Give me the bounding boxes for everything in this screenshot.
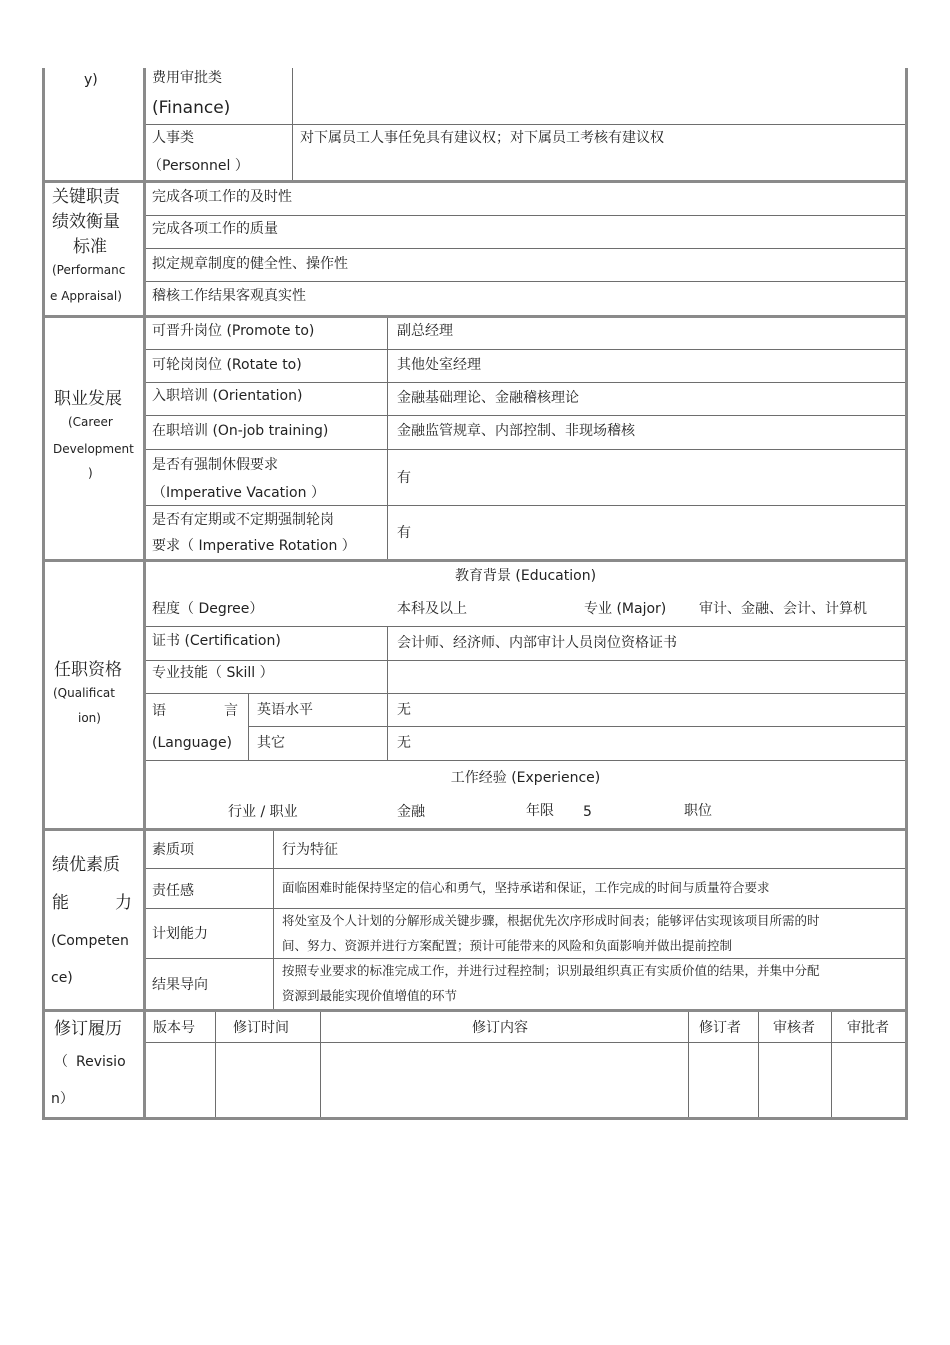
label-column-divider	[143, 68, 146, 1120]
competence-row-2-line1: 将处室及个人计划的分解形成关键步骤，根据优先次序形成时间表；能够评估实现该项目所需的时	[282, 913, 820, 928]
onjob-value: 金融监管规章、内部控制、非现场稽核	[397, 423, 635, 439]
vacation-value: 有	[397, 470, 411, 486]
outer-border-left	[42, 68, 45, 1120]
competence-row-3-line1: 按照专业要求的标准完成工作，并进行过程控制；识别最组织真正有实质价值的结果，并集中分配	[282, 963, 820, 978]
english-label: 英语水平	[257, 702, 313, 718]
career-row-line-2	[146, 382, 905, 383]
competence-row-3-line2: 资源到最能实现价值增值的环节	[282, 988, 458, 1003]
rotation-label-2: 要求（ Imperative Rotation ）	[152, 538, 356, 554]
rotate-value: 其他处室经理	[397, 357, 481, 373]
qual-row-line-2	[146, 660, 905, 661]
rotate-label: 可轮岗岗位 (Rotate to)	[152, 357, 302, 373]
revision-header-reviewer: 审核者	[773, 1020, 815, 1036]
competence-row-line-1	[146, 868, 905, 869]
section-divider-qualification	[42, 559, 908, 562]
revision-header-version: 版本号	[153, 1020, 195, 1036]
revision-header-approver: 审批者	[847, 1020, 889, 1036]
kpi-item-4: 稽核工作结果客观真实性	[152, 288, 306, 304]
finance-label-en: (Finance)	[152, 98, 231, 118]
language-label-2: (Language)	[152, 735, 233, 751]
competence-label-en2: ce)	[51, 970, 73, 986]
qualification-label-en1: (Qualificat	[53, 686, 115, 700]
competence-label-en1: (Competen	[51, 933, 129, 949]
language-label-1a: 语	[152, 703, 166, 719]
position-label: 职位	[684, 803, 712, 819]
qualification-label-cn: 任职资格	[54, 660, 122, 680]
revision-label-en1a: （	[54, 1054, 68, 1070]
qual-row-line-5	[146, 760, 905, 761]
kpi-label-line1: 关键职责	[52, 187, 120, 207]
industry-value: 金融	[397, 804, 425, 820]
orientation-label: 入职培训 (Orientation)	[152, 388, 303, 404]
kpi-label-line3: 标准	[73, 237, 107, 257]
career-row-line-5	[146, 505, 905, 506]
promote-label: 可晋升岗位 (Promote to)	[152, 323, 315, 339]
competence-row-1-line1: 面临困难时能保持坚定的信心和勇气，坚持承诺和保证，工作完成的时间与质量符合要求	[282, 880, 770, 895]
outer-border-right	[905, 68, 908, 1120]
career-row-line-1	[146, 349, 905, 350]
vacation-label-2: （Imperative Vacation ）	[152, 485, 325, 501]
revision-col-divider-1	[215, 1012, 216, 1117]
major-value: 审计、金融、会计、计算机	[699, 601, 867, 617]
outer-border-bottom	[42, 1117, 908, 1120]
years-value: 5	[583, 804, 592, 820]
cert-label: 证书 (Certification)	[152, 633, 281, 649]
revision-header-content: 修订内容	[472, 1020, 528, 1036]
competence-row-line-2	[146, 908, 905, 909]
qual-row-line-3	[146, 693, 905, 694]
orientation-value: 金融基础理论、金融稽核理论	[397, 390, 579, 406]
section-divider-kpi	[42, 180, 908, 183]
years-label: 年限	[526, 803, 554, 819]
competence-row-2-item: 计划能力	[152, 926, 208, 942]
kpi-item-3: 拟定规章制度的健全性、操作性	[152, 256, 348, 272]
language-label-1b: 言	[224, 703, 238, 719]
career-divider-v	[387, 318, 388, 559]
competence-divider-v	[273, 831, 274, 1009]
career-label-cn: 职业发展	[54, 389, 122, 409]
revision-label-en1b: Revisio	[76, 1054, 126, 1070]
personnel-label-en: （Personnel ）	[148, 158, 249, 174]
revision-col-divider-5	[831, 1012, 832, 1117]
competence-label-cn1: 绩优素质	[52, 855, 120, 875]
revision-header-line	[146, 1042, 905, 1043]
qual-row-line-1	[146, 626, 905, 627]
rotation-label-1: 是否有定期或不定期强制轮岗	[152, 512, 334, 528]
competence-row-3-item: 结果导向	[152, 977, 208, 993]
cert-value: 会计师、经济师、内部审计人员岗位资格证书	[397, 635, 677, 651]
onjob-label: 在职培训 (On-job training)	[152, 423, 329, 439]
authority-label-tail: y)	[84, 72, 98, 88]
kpi-item-2: 完成各项工作的质量	[152, 221, 278, 237]
kpi-row-line-2	[146, 248, 905, 249]
competence-row-line-3	[146, 958, 905, 959]
competence-col-behavior: 行为特征	[282, 842, 338, 858]
section-divider-competence	[42, 828, 908, 831]
section-divider-career	[42, 315, 908, 318]
job-description-form	[42, 68, 908, 1120]
revision-label-cn: 修订履历	[54, 1019, 122, 1039]
personnel-value: 对下属员工人事任免具有建议权；对下属员工考核有建议权	[300, 130, 664, 146]
finance-label-cn: 费用审批类	[152, 70, 222, 86]
vacation-label-1: 是否有强制休假要求	[152, 457, 278, 473]
kpi-label-en1: (Performanc	[52, 263, 126, 277]
revision-col-divider-2	[320, 1012, 321, 1117]
kpi-item-1: 完成各项工作的及时性	[152, 189, 292, 205]
industry-label: 行业 / 职业	[228, 804, 298, 820]
authority-row-line	[146, 124, 905, 125]
career-label-en1: (Career	[68, 415, 113, 429]
personnel-label-cn: 人事类	[152, 130, 194, 146]
revision-header-time: 修订时间	[233, 1020, 289, 1036]
revision-label-en2: n）	[51, 1091, 74, 1107]
other-value: 无	[397, 735, 411, 751]
career-label-en2: Development	[53, 442, 134, 456]
competence-label-cn2a: 能	[52, 893, 69, 913]
kpi-label-line2: 绩效衡量	[52, 212, 120, 232]
competence-label-cn2b: 力	[115, 893, 132, 913]
major-label: 专业 (Major)	[584, 601, 667, 617]
rotation-value: 有	[397, 525, 411, 541]
other-label: 其它	[257, 735, 285, 751]
english-value: 无	[397, 702, 411, 718]
competence-row-2-line2: 间、努力、资源并进行方案配置；预计可能带来的风险和负面影响并做出提前控制	[282, 938, 733, 953]
kpi-row-line-1	[146, 215, 905, 216]
competence-col-item: 素质项	[152, 842, 194, 858]
revision-col-divider-4	[758, 1012, 759, 1117]
skill-label: 专业技能（ Skill ）	[152, 665, 274, 681]
kpi-row-line-3	[146, 281, 905, 282]
revision-col-divider-3	[688, 1012, 689, 1117]
section-divider-revision	[42, 1009, 908, 1012]
promote-value: 副总经理	[397, 323, 453, 339]
degree-value: 本科及以上	[397, 601, 467, 617]
competence-row-1-item: 责任感	[152, 883, 194, 899]
qual-row-line-4	[248, 726, 905, 727]
revision-header-reviser: 修订者	[699, 1020, 741, 1036]
degree-label: 程度（ Degree）	[152, 601, 264, 617]
career-row-line-3	[146, 415, 905, 416]
career-label-en3: )	[88, 466, 93, 480]
experience-header: 工作经验 (Experience)	[450, 770, 601, 786]
kpi-label-en2: e Appraisal)	[50, 289, 122, 303]
qualification-label-en2: ion)	[78, 711, 101, 725]
career-row-line-4	[146, 449, 905, 450]
education-header: 教育背景 (Education)	[454, 568, 597, 584]
